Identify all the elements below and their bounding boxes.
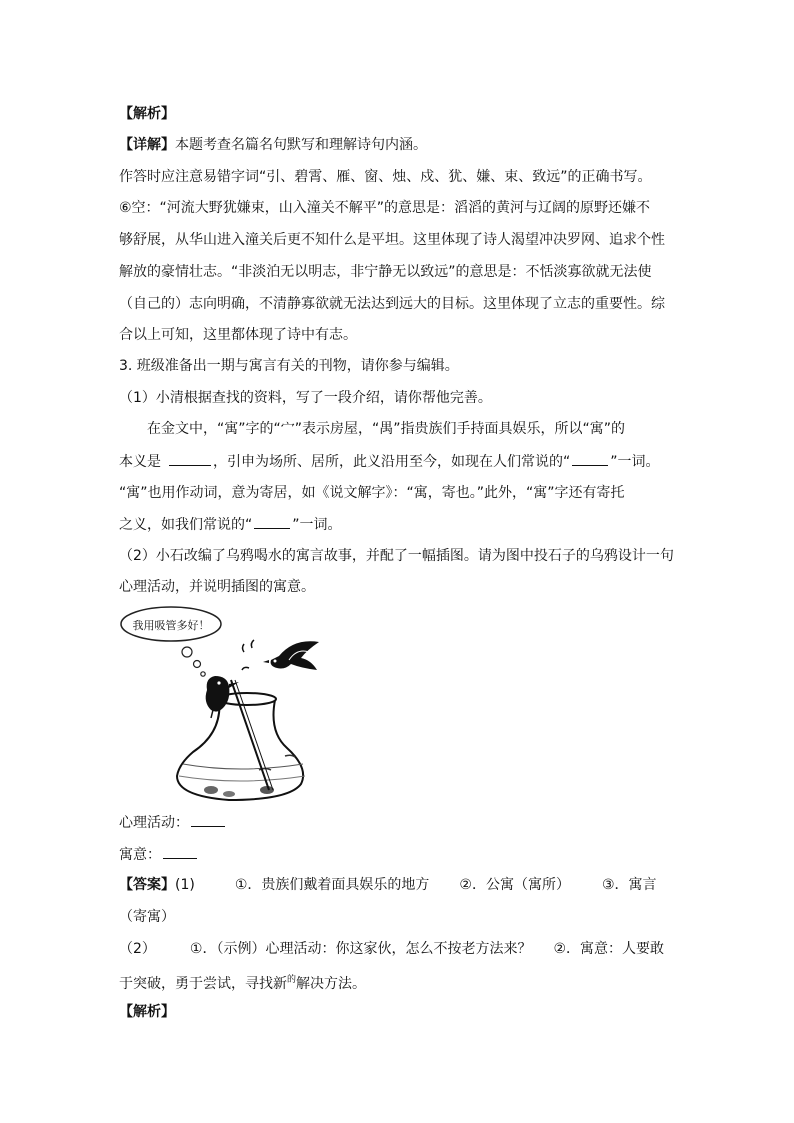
answer-2: ②．公寓（寓所）	[459, 877, 570, 893]
paragraph-line: 作答时应注意易错字词“引、碧霄、雁、窗、烛、戍、犹、嫌、束、致远”的正确书写。	[119, 169, 652, 185]
question-3-title: 3. 班级准备出一期与寓言有关的刊物，请你参与编辑。	[119, 358, 459, 374]
intro-text: ，引申为场所、居所，此义沿用至今，如现在人们常说的“	[213, 454, 571, 470]
answer-line-2: （寄寓）	[119, 909, 175, 925]
answer-b2: ②．寓意：人要敢	[553, 941, 665, 957]
mental-label: 心理活动：	[119, 815, 189, 831]
answer-b1: ①．（示例）心理活动：你这家伙，怎么不按老方法来？	[189, 941, 532, 957]
question-3-sub1: （1）小清根据查找的资料，写了一段介绍，请你帮他完善。	[119, 390, 492, 406]
crow-drinking-illustration	[119, 604, 341, 804]
paragraph-line: 解放的豪情壮志。“非淡泊无以明志，非宁静无以致远”的意思是：不恬淡寡欲就无法使	[119, 264, 652, 280]
meaning-blank	[163, 844, 197, 859]
meaning-line	[119, 844, 199, 865]
thought-dot	[194, 661, 201, 668]
intro-text: 之义，如我们常说的“	[119, 517, 253, 533]
answer-blank-1	[169, 451, 211, 466]
answer-part-2-number: （2）	[119, 941, 156, 957]
analysis-heading: 【解析】	[119, 106, 175, 122]
answer-line-4	[119, 970, 366, 994]
bubble-text: 我用吸管多好！	[132, 619, 210, 632]
intro-text: 本义是	[119, 454, 161, 470]
answer-label: 【答案】	[119, 877, 175, 893]
mental-activity-line	[119, 812, 227, 833]
paragraph-line: 合以上可知，这里都体现了诗中有志。	[119, 327, 357, 343]
intro-paragraph-line: “寓”也用作动词，意为寄居，如《说文解字》：“寓，寄也。”此外，“寓”字还有寄托	[119, 485, 625, 501]
final-analysis-heading: 【解析】	[119, 1004, 175, 1020]
answer-1: ①．贵族们戴着面具娱乐的地方	[234, 877, 430, 893]
answer-line-1	[119, 875, 657, 895]
intro-text: ”一词。	[610, 454, 660, 470]
detail-label: 【详解】	[119, 137, 175, 153]
intro-paragraph-line	[119, 451, 660, 472]
answer-b3-small: 的	[287, 975, 297, 985]
paragraph-line: ⑥空：“河流大野犹嫌束，山入潼关不解平”的意思是：滔滔的黄河与辽阔的原野还嫌不	[119, 200, 651, 216]
answer-blank-2	[572, 451, 608, 466]
mental-blank	[191, 812, 225, 827]
paragraph-line: 够舒展，从华山进入潼关后更不知什么是平坦。这里体现了诗人渴望冲决罗网、追求个性	[119, 232, 665, 248]
answer-line-3	[119, 939, 664, 959]
answer-b3-end: 解决方法。	[296, 976, 367, 992]
question-3-sub2: 心理活动，并说明插图的寓意。	[119, 579, 315, 595]
thought-dot	[182, 647, 192, 657]
paragraph-line: （自己的）志向明确，不清静寡欲就无法达到远大的目标。这里体现了立志的重要性。综	[119, 296, 665, 312]
question-3-sub2: （2）小石改编了乌鸦喝水的寓言故事，并配了一幅插图。请为图中投石子的乌鸦设计一句	[119, 548, 674, 564]
flying-crow	[263, 641, 319, 670]
intro-paragraph-line: 在金文中，“寓”字的“宀”表示房屋，“禺”指贵族们手持面具娱乐，所以“寓”的	[147, 421, 626, 437]
thought-dot	[201, 672, 205, 676]
answer-part-1-number: (1)	[175, 877, 195, 893]
intro-paragraph-line	[119, 514, 342, 535]
answer-3: ③．寓言	[601, 877, 657, 893]
answer-blank-3	[254, 514, 290, 529]
intro-text: ”一词。	[292, 517, 342, 533]
detail-text: 本题考查名篇名句默写和理解诗句内涵。	[175, 137, 427, 153]
answer-b3: 于突破，勇于尝试，寻找新	[119, 976, 287, 992]
meaning-label: 寓意：	[119, 847, 161, 863]
detail-line	[119, 135, 427, 155]
